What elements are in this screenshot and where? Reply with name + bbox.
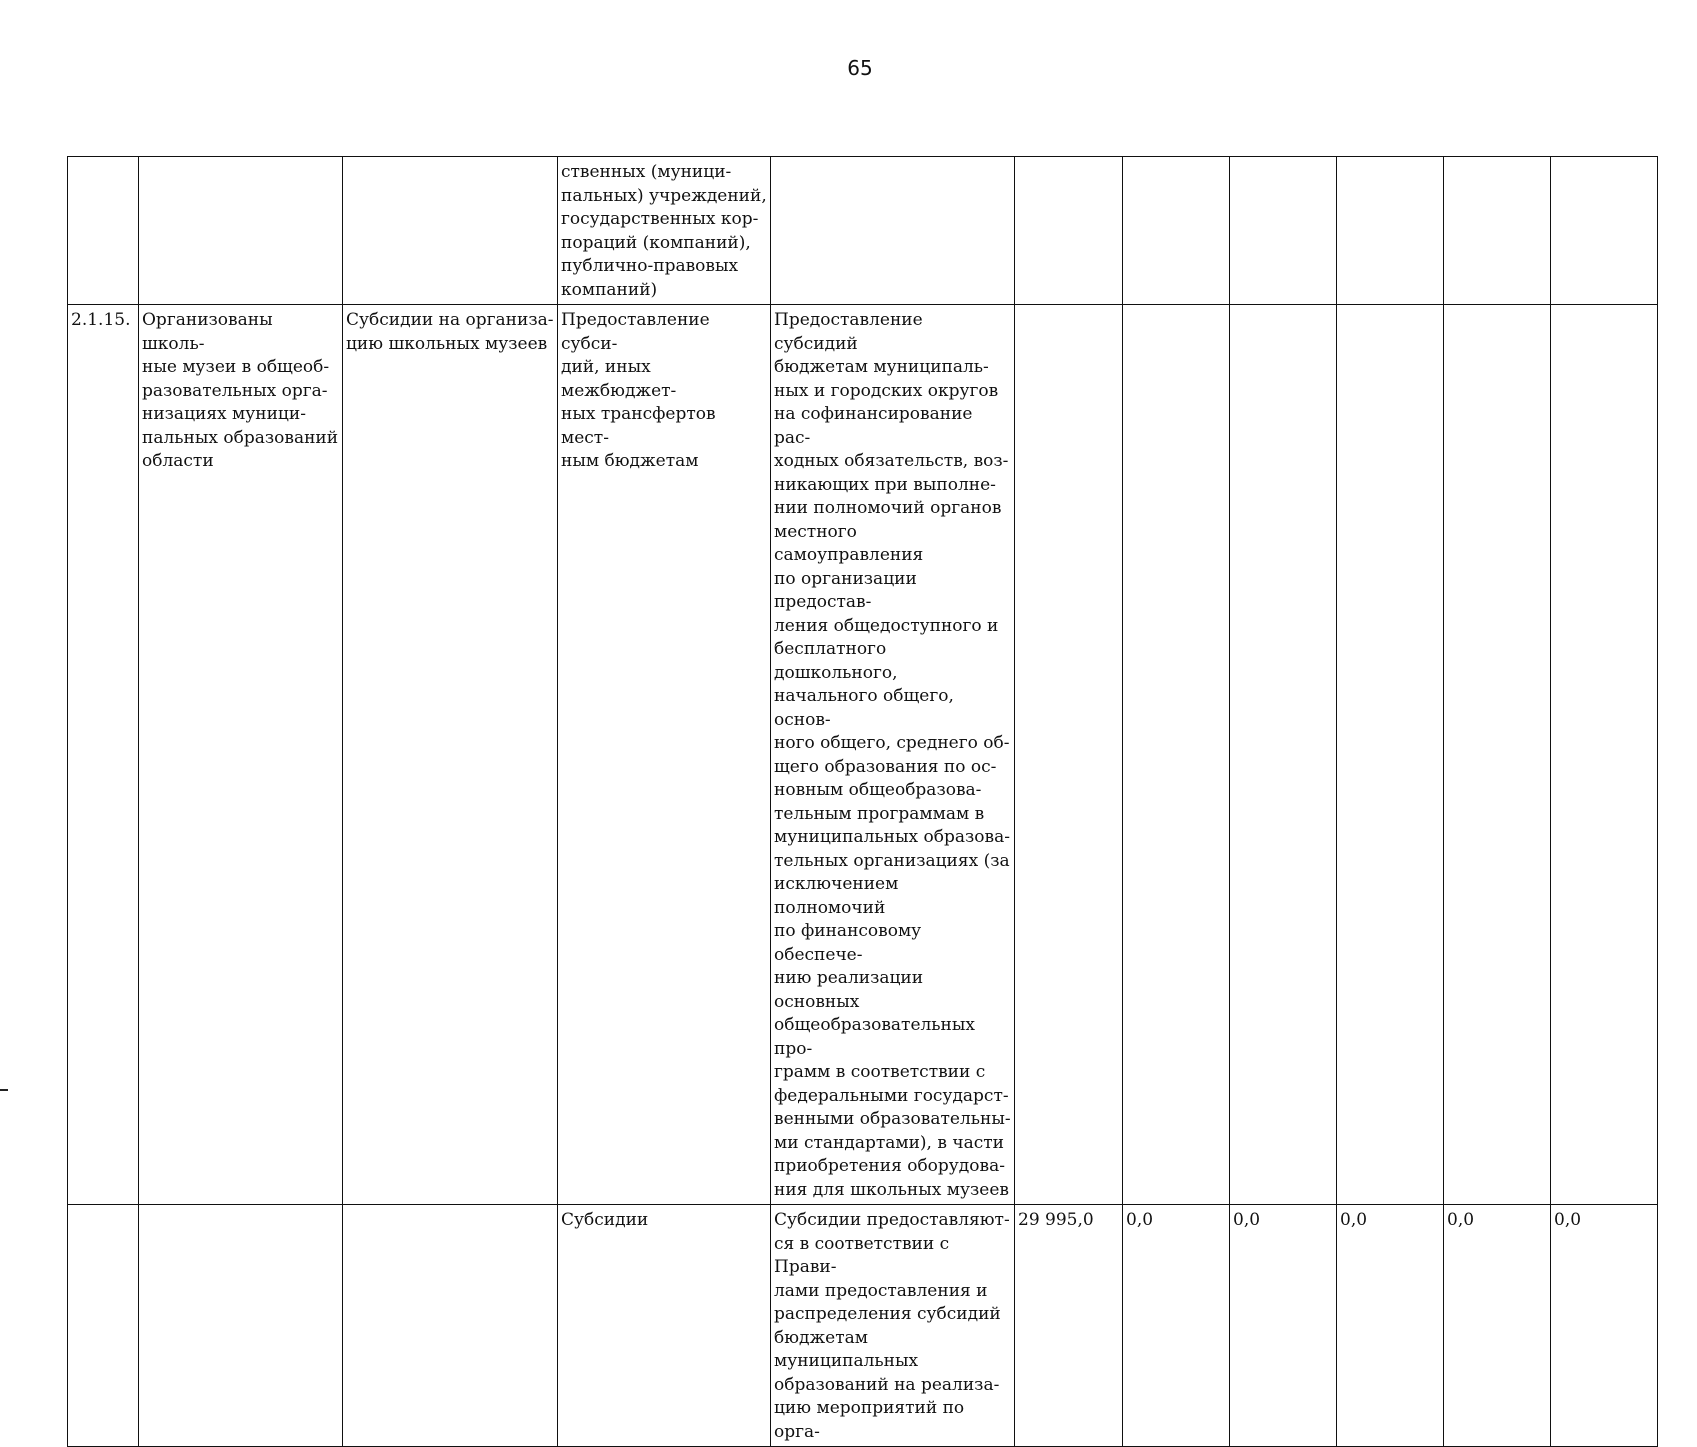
value-cell (1337, 305, 1444, 1205)
value-cell (1444, 157, 1551, 305)
value-cell: 29 995,0 (1015, 1205, 1123, 1447)
measure-name-cell: Субсидии на организа- цию школьных музеев (343, 305, 558, 1205)
description-cell: Субсидии предоставляют- ся в соответствии с Прави- лами предоставления и распределения субсидий бюджетам муниципальных образований на реализа- цию мероприятий по орга- (771, 1205, 1015, 1447)
value-cell (1551, 305, 1658, 1205)
value-cell (1230, 157, 1337, 305)
measure-type-cell: Предоставление субси- дий, иных межбюджет- ных трансфертов мест- ным бюджетам (558, 305, 771, 1205)
table-row (68, 305, 1658, 1205)
value-cell (1444, 305, 1551, 1205)
measure-name-cell (343, 157, 558, 305)
value-cell: 0,0 (1337, 1205, 1444, 1447)
measure-type-cell: Субсидии (558, 1205, 771, 1447)
description-cell: Предоставление субсидий бюджетам муниципаль- ных и городских округов на софинансирование рас- ходных обязательств, воз- никающих при выполне- нии полномочий органов местного самоуправления по организации предостав- ления общедоступного и бесплатного дошкольного, начального общего, основ- ного общего, среднего об- щего образования по ос- новным общеобразова- тельным программам в муниципальных образова- тельных организациях (за исключением полномочий по финансовому обеспече- нию реализации основных общеобразовательных про- грамм в соответствии с федеральными государст- венными образовательны- ми стандартами), в части приобретения оборудова- ния для школьных музеев (771, 305, 1015, 1205)
value-cell: 0,0 (1230, 1205, 1337, 1447)
value-cell: 0,0 (1551, 1205, 1658, 1447)
table-row (68, 1205, 1658, 1447)
page-number: 65 (847, 56, 873, 80)
value-cell (1230, 305, 1337, 1205)
result-cell (139, 1205, 343, 1447)
budget-measures-table (67, 156, 1658, 1447)
description-cell (771, 157, 1015, 305)
row-number-cell (68, 157, 139, 305)
row-number-cell: 2.1.15. (68, 305, 139, 1205)
value-cell (1015, 305, 1123, 1205)
result-cell: Организованы школь- ные музеи в общеоб- разовательных орга- низациях муници- пальных образований области (139, 305, 343, 1205)
value-cell: 0,0 (1444, 1205, 1551, 1447)
result-cell (139, 157, 343, 305)
measure-name-cell (343, 1205, 558, 1447)
value-cell (1123, 305, 1230, 1205)
value-cell (1015, 157, 1123, 305)
row-number-cell (68, 1205, 139, 1447)
value-cell (1551, 157, 1658, 305)
measure-type-cell: ственных (муници- пальных) учреждений, государственных кор- пораций (компаний), публично-правовых компаний) (558, 157, 771, 305)
value-cell (1337, 157, 1444, 305)
value-cell: 0,0 (1123, 1205, 1230, 1447)
value-cell (1123, 157, 1230, 305)
margin-mark (0, 1089, 8, 1091)
table-row (68, 157, 1658, 305)
